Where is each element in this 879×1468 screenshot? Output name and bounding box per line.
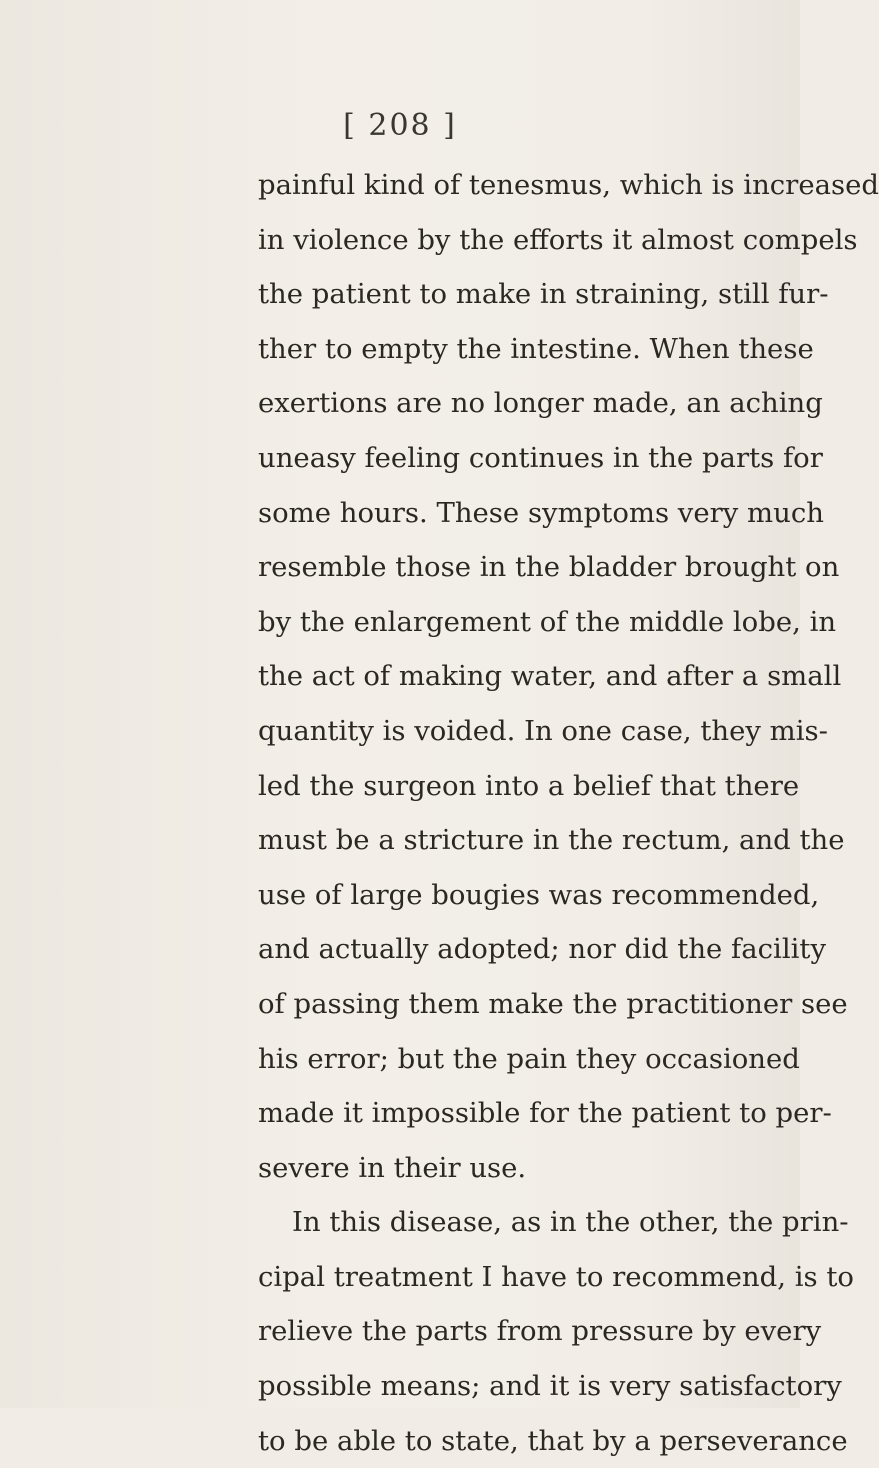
page-number: [ 208 ]: [343, 108, 457, 143]
text-line: and actually adopted; nor did the facility: [258, 933, 826, 966]
text-line: painful kind of tenesmus, which is increased: [258, 169, 879, 201]
paragraph-end-line: severe in their use.: [258, 1151, 527, 1184]
text-line: must be a stricture in the rectum, and the: [258, 824, 845, 857]
text-line: of passing them make the practitioner see: [258, 987, 848, 1020]
paragraph-start-line: In this disease, as in the other, the prin-: [292, 1206, 849, 1239]
text-line: use of large bougies was recommended,: [258, 878, 820, 911]
text-line: the patient to make in straining, still fur-: [258, 278, 829, 311]
text-line: the act of making water, and after a small: [258, 660, 842, 693]
text-line: made it impossible for the patient to per-: [258, 1097, 832, 1130]
text-line: quantity is voided. In one case, they mis-: [258, 714, 828, 747]
text-line: ther to empty the intestine. When these: [258, 332, 814, 365]
text-line: by the enlargement of the middle lobe, in: [258, 605, 837, 638]
text-line: some hours. These symptoms very much: [258, 496, 824, 529]
text-line: possible means; and it is very satisfactory: [258, 1370, 842, 1403]
text-line: his error; but the pain they occasioned: [258, 1042, 800, 1075]
text-line: resemble those in the bladder brought on: [258, 551, 840, 584]
text-line: to be able to state, that by a perseverance: [258, 1424, 848, 1457]
text-line: exertions are no longer made, an aching: [258, 387, 823, 420]
text-line: led the surgeon into a belief that there: [258, 769, 800, 802]
text-line: cipal treatment I have to recommend, is to: [258, 1260, 854, 1293]
text-line: uneasy feeling continues in the parts for: [258, 441, 823, 474]
text-line: in violence by the efforts it almost compels: [258, 223, 858, 256]
body-text: [258, 158, 879, 1468]
text-line: relieve the parts from pressure by every: [258, 1315, 822, 1348]
